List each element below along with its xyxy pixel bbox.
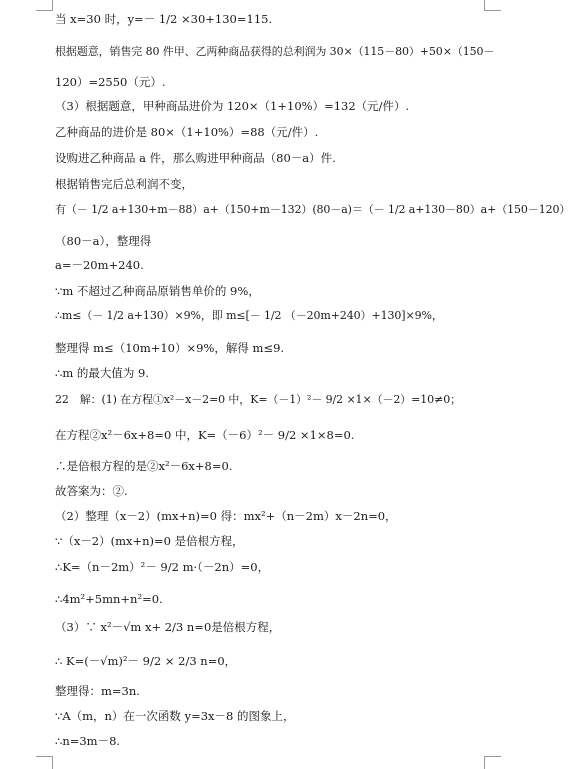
text-line: a=－20m+240. — [55, 258, 144, 272]
text-line: ∴K=（n－2m）²－ 9/2 m·（－2n）=0， — [55, 560, 270, 574]
text-line: ∴n=3m－8. — [55, 734, 121, 748]
text-line: 120）=2550（元）. — [55, 75, 166, 89]
text-line: 整理得：m=3n. — [55, 684, 140, 698]
crop-mark-top-left — [36, 0, 53, 11]
text-line: 22 解：(1) 在方程①x²－x－2=0 中，K=（－1）²－ 9/2 ×1×（－2）=10≠0； — [55, 393, 462, 406]
text-line: 有（－ 1/2 a+130+m－88）a+（150+m－132）(80－a)＝（－ 1/2 a+130－80）a+（150－120） — [55, 203, 571, 216]
text-line: 根据题意，销售完 80 件甲、乙两种商品获得的总利润为 30×（115－80）+50×（150－ — [55, 45, 495, 58]
text-line: ∴是倍根方程的是②x²－6x+8=0. — [55, 459, 233, 473]
text-line: 在方程②x²－6x+8=0 中，K=（－6）²－ 9/2 ×1×8=0. — [55, 428, 355, 442]
crop-mark-top-right — [484, 0, 501, 11]
text-line: （3）根据题意，甲种商品进价为 120×（1+10%）=132（元/件）. — [55, 99, 410, 113]
text-line: ∵A（m，n）在一次函数 y=3x－8 的图象上， — [55, 709, 295, 723]
text-line: 当 x=30 时，y=－ 1/2 ×30+130=115. — [55, 12, 273, 26]
crop-mark-bottom-left — [36, 756, 53, 769]
text-line: 整理得 m≤（10m+10）×9%，解得 m≤9. — [55, 341, 285, 355]
text-line: 故答案为：②. — [55, 484, 128, 498]
text-line: ∵m 不超过乙种商品原销售单价的 9%， — [55, 284, 260, 298]
text-line: ∴m 的最大值为 9. — [55, 366, 150, 380]
text-line: ∴ K=(－√m)²－ 9/2 × 2/3 n=0， — [55, 654, 237, 668]
text-line: （2）整理（x－2）(mx+n)=0 得：mx²+（n－2m）x－2n=0， — [55, 509, 397, 523]
crop-mark-bottom-right — [484, 756, 501, 769]
text-line: ∴4m²+5mn+n²=0. — [55, 592, 163, 606]
text-line: ∵（x－2）(mx+n)=0 是倍根方程， — [55, 534, 244, 548]
text-line: 乙种商品的进价是 80×（1+10%）=88（元/件）. — [55, 125, 319, 139]
text-line: 根据销售完后总利润不变， — [55, 177, 193, 191]
text-line: （80－a），整理得 — [55, 234, 152, 248]
text-line: （3）∵ x²－√m x+ 2/3 n=0是倍根方程， — [55, 620, 281, 634]
text-line: ∴m≤（－ 1/2 a+130）×9%，即 m≤[－ 1/2 （－20m+240）+130]×9%， — [55, 309, 443, 322]
text-line: 设购进乙种商品 a 件，那么购进甲种商品（80－a）件. — [55, 151, 336, 165]
